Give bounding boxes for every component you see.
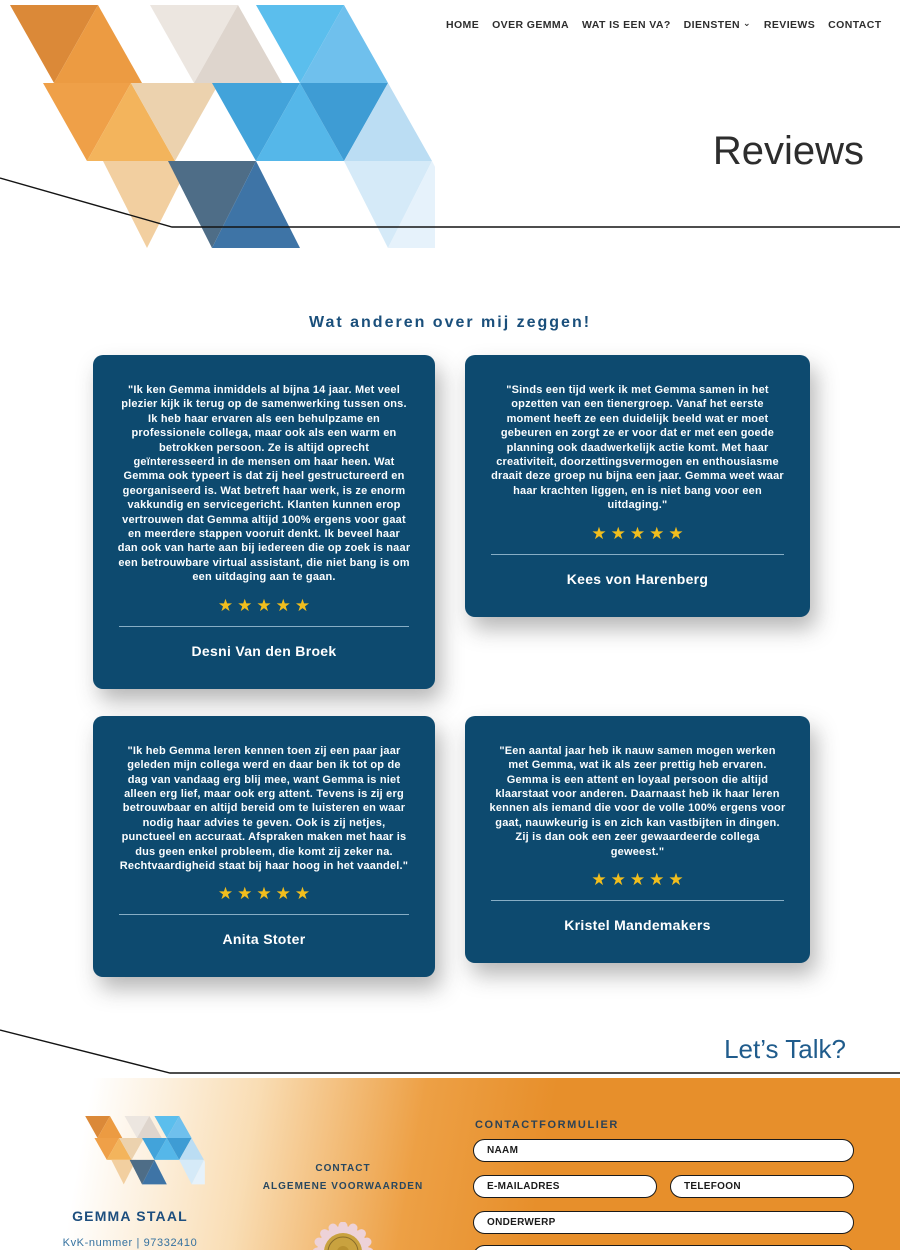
name-input[interactable] xyxy=(473,1139,854,1162)
reviewer-name: Anita Stoter xyxy=(222,931,306,948)
star-rating-icon: ★★★★★ xyxy=(591,523,688,544)
brand-name: GEMMA STAAL xyxy=(72,1208,188,1224)
review-text: "Ik ken Gemma inmiddels al bijna 14 jaar. Met veel plezier kijk ik terug op de samenwerking tussen ons. Ik heb haar ervaren als een behulpzame en professionele collega, maar ook als een warm en betrokken persoon. Ze is altijd oprecht geïnteresseerd in de mensen om haar heen. Wat Gemma ook typeert is dat zij heel gestructureerd en georganiseerd is. Wat betreft haar werk, is ze enorm vakkundig en servicegericht. Klanten kunnen erop vertrouwen dat Gemma altijd 100% ergens voor gaat en meerdere stappen vooruit denkt. Ik beveel haar dan ook van harte aan bij iedereen die op zoek is naar een betrouwbare virtual assistant, die niet bang is om een uitdaging aan te gaan. xyxy=(117,384,411,584)
message-input[interactable] xyxy=(473,1245,854,1250)
kvk-number: KvK-nummer | 97332410 xyxy=(62,1237,198,1249)
reviewer-name: Desni Van den Broek xyxy=(191,642,337,659)
review-card xyxy=(93,355,435,689)
va-logo-icon xyxy=(10,5,435,250)
review-text: "Ik heb Gemma leren kennen toen zij een paar jaar geleden mijn collega werd en daar ben ik tot op de dag van vandaag erg blij mee, want Gemma is niet alleen erg lief, maar ook erg attent. Tevens is zij erg betrouwbaar en altijd bereid om te luisteren en waar nodig haar advies te geven. Ook is zij netjes, punctueel en accuraat. Afspraken maken met haar is dus geen enkel probleem, die komt zij zeker na. Rechtvaardigheid staat bij haar hoog in het vaandel." xyxy=(119,744,409,872)
certificate-seal-icon xyxy=(313,1222,373,1250)
nav-item-diensten[interactable] xyxy=(684,19,751,31)
va-logo-icon xyxy=(85,1116,205,1185)
review-card xyxy=(465,716,810,963)
email-input[interactable] xyxy=(473,1175,657,1198)
nav-item-home[interactable]: HOME xyxy=(446,19,480,31)
reviewer-name: Kees von Harenberg xyxy=(566,570,709,587)
star-rating-icon: ★★★★★ xyxy=(217,595,315,616)
star-rating-icon: ★★★★★ xyxy=(217,884,315,905)
nav-item-contact[interactable]: CONTACT xyxy=(828,19,882,31)
review-text: "Een aantal jaar heb ik nauw samen mogen werken met Gemma, wat ik als zeer prettig heb ervaren. Gemma is een attent en loyaal persoon die altijd klaarstaat voor anderen. Daarnaast heb ik haar leren kennen als iemand die voor de volle 100% ergens voor gaat, nauwkeurig is en zich kan vastbijten in dingen. Zij is dan ook een zeer gewaardeerde collega geweest." xyxy=(489,744,786,858)
review-card xyxy=(93,716,435,978)
footer-va-logo xyxy=(85,1116,205,1190)
footer xyxy=(0,1078,900,1250)
footer-link-algemene-voorwaarden[interactable]: ALGEMENE VOORWAARDEN xyxy=(262,1181,424,1192)
nav-item-wat-is-een-va[interactable]: WAT IS EEN VA? xyxy=(582,19,671,31)
review-card xyxy=(465,355,810,617)
nav-item-reviews[interactable]: REVIEWS xyxy=(763,19,816,31)
star-rating-icon: ★★★★★ xyxy=(591,869,688,890)
main-nav xyxy=(446,19,882,31)
phone-input[interactable] xyxy=(670,1175,854,1198)
chevron-down-icon: ⌄ xyxy=(742,19,751,29)
footer-link-contact[interactable]: CONTACT xyxy=(315,1163,371,1174)
nav-item-label: DIENSTEN xyxy=(683,19,740,31)
contact-form-heading: CONTACTFORMULIER xyxy=(475,1119,619,1131)
subject-input[interactable] xyxy=(473,1211,854,1234)
lets-talk-heading: Let’s Talk? xyxy=(724,1034,846,1064)
card-divider xyxy=(491,554,784,555)
page-title: Reviews xyxy=(712,128,864,173)
review-text: "Sinds een tijd werk ik met Gemma samen in het opzetten van een tienergroep. Vanaf het eerste moment heeft ze een duidelijk beeld wat er moet gebeuren en zorgt ze er voor dat er met een goede planning ook daadwerkelijk actie komt. Met haar creativiteit, doorzettingsvermogen en enthousiasme draait deze groep nu bijna een jaar. Gemma weet waar haar krachten liggen, en is niet bang voor een uitdaging." xyxy=(491,384,784,512)
card-divider xyxy=(119,914,409,915)
nav-item-over-gemma[interactable]: OVER GEMMA xyxy=(492,19,570,31)
card-divider xyxy=(119,626,409,627)
review-cards-grid xyxy=(93,355,810,977)
reviewer-name: Kristel Mandemakers xyxy=(564,916,711,933)
card-divider xyxy=(491,900,784,901)
va-logo xyxy=(10,5,435,255)
reviews-section-heading: Wat anderen over mij zeggen! xyxy=(308,314,592,331)
